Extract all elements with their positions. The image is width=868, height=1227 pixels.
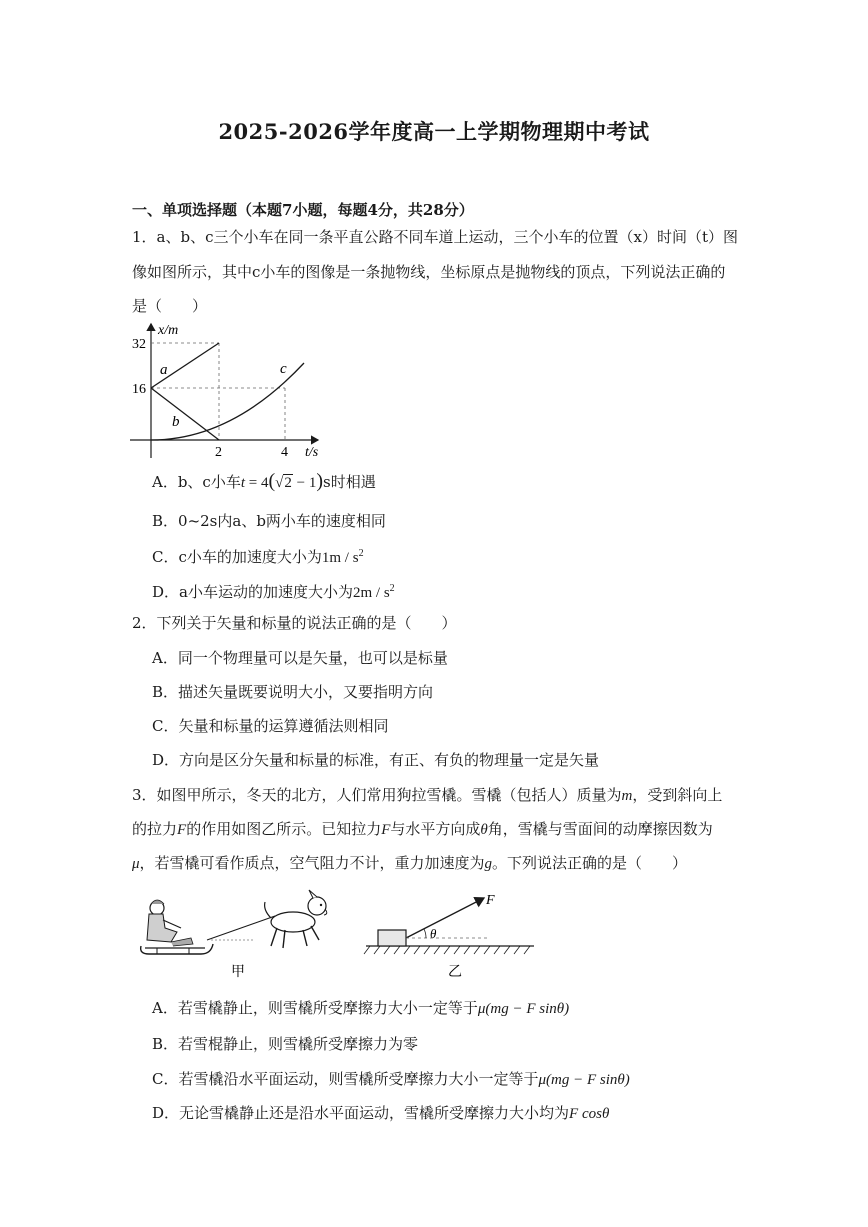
label-yi: 乙 xyxy=(448,965,462,980)
y-tick-16: 16 xyxy=(132,382,146,397)
label-a: a xyxy=(160,362,168,378)
force-arrow xyxy=(406,898,484,938)
y-axis-label: x/m xyxy=(158,323,179,338)
q2-option-a[interactable]: A．同一个物理量可以是矢量，也可以是标量 xyxy=(152,649,448,667)
figure-yi-force-diagram xyxy=(362,888,540,980)
q3-stem-line3: μ，若雪橇可看作质点，空气阻力不计，重力加速度为g。下列说法正确的是（ ） xyxy=(132,854,688,872)
x-axis-label: t/s xyxy=(305,445,319,460)
q1-option-b[interactable]: B．0~2s内a、b两小车的速度相同 xyxy=(152,512,386,530)
q2-option-d[interactable]: D．方向是区分矢量和标量的标准，有正、有负的物理量一定是矢量 xyxy=(152,751,600,769)
q1-position-time-graph xyxy=(122,318,332,466)
q3-option-b[interactable]: B．若雪棍静止，则雪橇所受摩擦力为零 xyxy=(152,1035,419,1053)
q3-option-a[interactable]: A．若雪橇静止，则雪橇所受摩擦力大小一定等于μ(mg − F sinθ) xyxy=(152,999,570,1017)
label-b: b xyxy=(172,414,180,430)
q1-option-c[interactable]: C．c小车的加速度大小为$1m / s^2$ xyxy=(152,548,364,566)
figure-jia-dog-sled xyxy=(135,888,335,980)
label-jia: 甲 xyxy=(231,965,245,980)
section-heading: 一、单项选择题（本题7小题，每题4分，共28分） xyxy=(132,201,474,219)
q1-option-d[interactable]: D．a小车运动的加速度大小为$2m / s^2$ xyxy=(152,583,395,601)
label-c: c xyxy=(280,361,287,377)
label-theta: θ xyxy=(430,926,437,941)
label-F: F xyxy=(486,893,495,908)
x-tick-4: 4 xyxy=(281,445,288,460)
block xyxy=(378,930,406,946)
line-b xyxy=(151,388,219,440)
q1-stem-line1: 1．a、b、c三个小车在同一条平直公路不同车道上运动，三个小车的位置（x）时间（t）图 xyxy=(132,228,738,246)
q1-option-a[interactable]: A．b、c小车t = 4(√2 − 1)s时相遇 xyxy=(152,470,376,492)
q3-option-d[interactable]: D．无论雪橇静止还是沿水平面运动，雪橇所受摩擦力大小均为F cosθ xyxy=(152,1104,610,1122)
q2-option-b[interactable]: B．描述矢量既要说明大小，又要指明方向 xyxy=(152,683,434,701)
q2-stem: 2．下列关于矢量和标量的说法正确的是（ ） xyxy=(132,614,457,632)
y-tick-32: 32 xyxy=(132,337,146,352)
page-title: 2025-2026学年度高一上学期物理期中考试 xyxy=(218,119,650,144)
x-tick-2: 2 xyxy=(215,445,222,460)
q3-option-c[interactable]: C．若雪橇沿水平面运动，则雪橇所受摩擦力大小一定等于μ(mg − F sinθ) xyxy=(152,1070,630,1088)
q3-stem-line2: 的拉力F的作用如图乙所示。已知拉力F与水平方向成θ角，雪橇与雪面间的动摩擦因数为 xyxy=(132,820,713,838)
q1-stem-line2: 像如图所示，其中c小车的图像是一条抛物线，坐标原点是抛物线的顶点，下列说法正确的 xyxy=(132,263,726,281)
q1-stem-line3: 是（ ） xyxy=(132,297,208,315)
q3-stem-line1: 3．如图甲所示，冬天的北方，人们常用狗拉雪橇。雪橇（包括人）质量为m，受到斜向上 xyxy=(132,786,723,804)
q2-option-c[interactable]: C．矢量和标量的运算遵循法则相同 xyxy=(152,717,389,735)
